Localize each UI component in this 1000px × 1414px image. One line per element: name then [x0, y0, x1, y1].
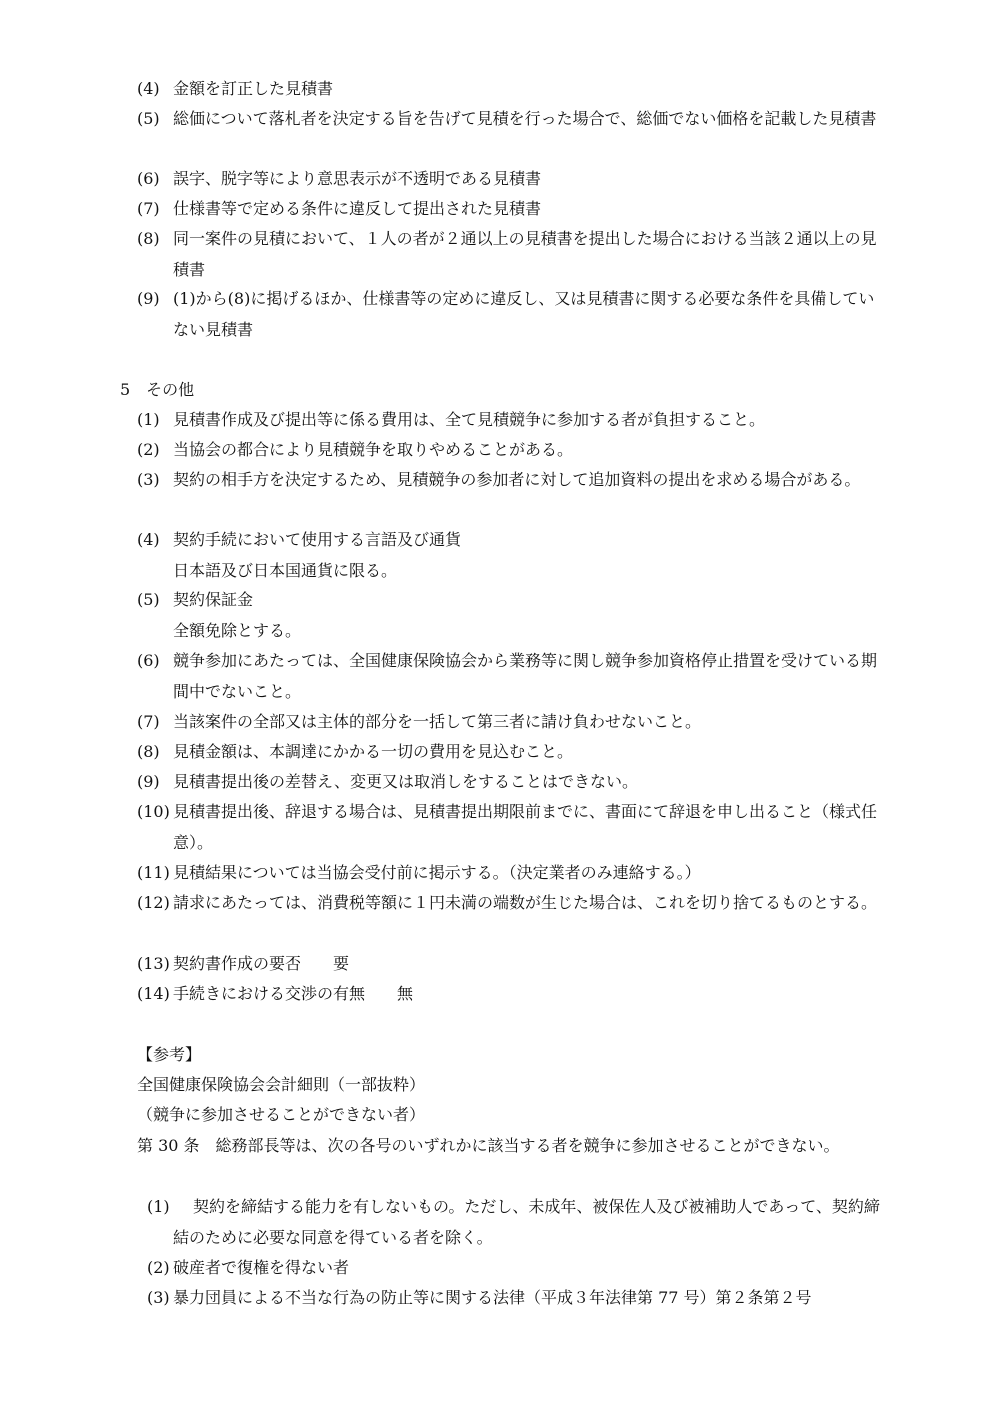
item-text: 手続きにおける交渉の有無 無: [173, 984, 414, 1003]
list-item: [137, 223, 883, 285]
list-item: [137, 887, 883, 918]
article-text: 第 30 条 総務部長等は、次の各号のいずれかに該当する者を競争に参加させることができない。: [137, 1136, 840, 1155]
item-number: (9): [137, 289, 160, 308]
item-number: (3): [137, 470, 160, 489]
item-text: 見積書提出後の差替え、変更又は取消しをすることはできない。: [173, 772, 638, 791]
item-text: 見積書作成及び提出等に係る費用は、全て見積競争に参加する者が負担すること。: [173, 410, 766, 429]
list-item: [137, 464, 883, 495]
item-text: 契約書作成の要否 要: [173, 954, 350, 973]
item-text: 契約手続において使用する言語及び通貨: [173, 530, 462, 549]
item-text: 破産者で復権を得ない者: [173, 1258, 350, 1277]
item-number: (4): [137, 79, 160, 98]
item-text: 見積金額は、本調達にかかる一切の費用を見込むこと。: [173, 742, 574, 761]
item-text: 請求にあたっては、消費税等額に１円未満の端数が生じた場合は、これを切り捨てるものとする。: [173, 893, 878, 912]
item-text: 契約を締結する能力を有しないもの。ただし、未成年、被保佐人及び被補助人であって、契約締結のために必要な同意を得ている者を除く。: [173, 1197, 880, 1247]
item-number: (5): [137, 590, 160, 609]
item-number: (11): [137, 863, 170, 882]
list-item: [137, 706, 883, 737]
item-text: 契約の相手方を決定するため、見積競争の参加者に対して追加資料の提出を求める場合がある。: [173, 470, 861, 489]
reference-caption: （競争に参加させることができない者）: [137, 1105, 426, 1124]
list-item: [137, 434, 883, 465]
item-number: (8): [137, 229, 160, 248]
reference-article: [137, 1130, 883, 1161]
item-text: 当協会の都合により見積競争を取りやめることがある。: [173, 440, 574, 459]
item-number: (5): [137, 109, 160, 128]
list-item: [137, 584, 883, 646]
item-number: (2): [137, 440, 160, 459]
item-subtext: 日本語及び日本国通貨に限る。: [173, 561, 398, 580]
item-text: 見積書提出後、辞退する場合は、見積書提出期限前までに、書面にて辞退を申し出ること（様式任意）。: [173, 802, 878, 852]
list-item: [137, 73, 883, 104]
list-item: [137, 766, 883, 797]
list-item: [137, 857, 883, 888]
item-text: (1)から(8)に掲げるほか、仕様書等の定めに違反し、又は見積書に関する必要な条件を具備していない見積書: [173, 289, 875, 339]
list-item: [147, 1282, 883, 1313]
item-text: 誤字、脱字等により意思表示が不透明である見積書: [173, 169, 542, 188]
item-subtext: 全額免除とする。: [173, 621, 302, 640]
item-number: (6): [137, 169, 160, 188]
item-text: 契約保証金: [173, 590, 254, 609]
list-item: [137, 736, 883, 767]
item-text: 仕様書等で定める条件に違反して提出された見積書: [173, 199, 542, 218]
item-text: 見積結果については当協会受付前に掲示する。（決定業者のみ連絡する。）: [173, 863, 701, 882]
item-text: 競争参加にあたっては、全国健康保険協会から業務等に関し競争参加資格停止措置を受けている期間中でないこと。: [173, 651, 878, 701]
item-number: (1): [137, 410, 160, 429]
item-number: (10): [137, 802, 170, 821]
list-item: [137, 524, 883, 586]
list-item: [137, 404, 883, 435]
item-text: 同一案件の見積において、１人の者が２通以上の見積書を提出した場合における当該２通以上の見積書: [173, 229, 877, 279]
item-number: (2): [147, 1258, 170, 1277]
item-number: (1): [147, 1197, 170, 1216]
item-text: 当該案件の全部又は主体的部分を一括して第三者に請け負わせないこと。: [173, 712, 702, 731]
item-number: (6): [137, 651, 160, 670]
item-number: (9): [137, 772, 160, 791]
item-text: 金額を訂正した見積書: [173, 79, 334, 98]
list-item: [137, 163, 883, 194]
item-text: 暴力団員による不当な行為の防止等に関する法律（平成３年法律第 77 号）第２条第２号: [173, 1288, 812, 1307]
item-number: (3): [147, 1288, 170, 1307]
item-number: (7): [137, 199, 160, 218]
list-item: [137, 978, 883, 1009]
item-number: (14): [137, 984, 170, 1003]
item-text: 総価について落札者を決定する旨を告げて見積を行った場合で、総価でない価格を記載した見積書: [173, 109, 877, 128]
item-number: (13): [137, 954, 170, 973]
item-number: (8): [137, 742, 160, 761]
list-item: [137, 796, 883, 858]
list-item: [147, 1191, 883, 1253]
list-item: [137, 193, 883, 224]
item-number: (7): [137, 712, 160, 731]
section-heading: 5 その他: [120, 380, 195, 399]
list-item: [137, 283, 883, 345]
list-item: [137, 948, 883, 979]
item-number: (12): [137, 893, 170, 912]
reference-heading: 【参考】: [137, 1045, 202, 1064]
item-number: (4): [137, 530, 160, 549]
reference-source: 全国健康保険協会会計細則（一部抜粋）: [137, 1075, 426, 1094]
list-item: [137, 103, 883, 134]
list-item: [147, 1252, 883, 1283]
list-item: [137, 645, 883, 707]
